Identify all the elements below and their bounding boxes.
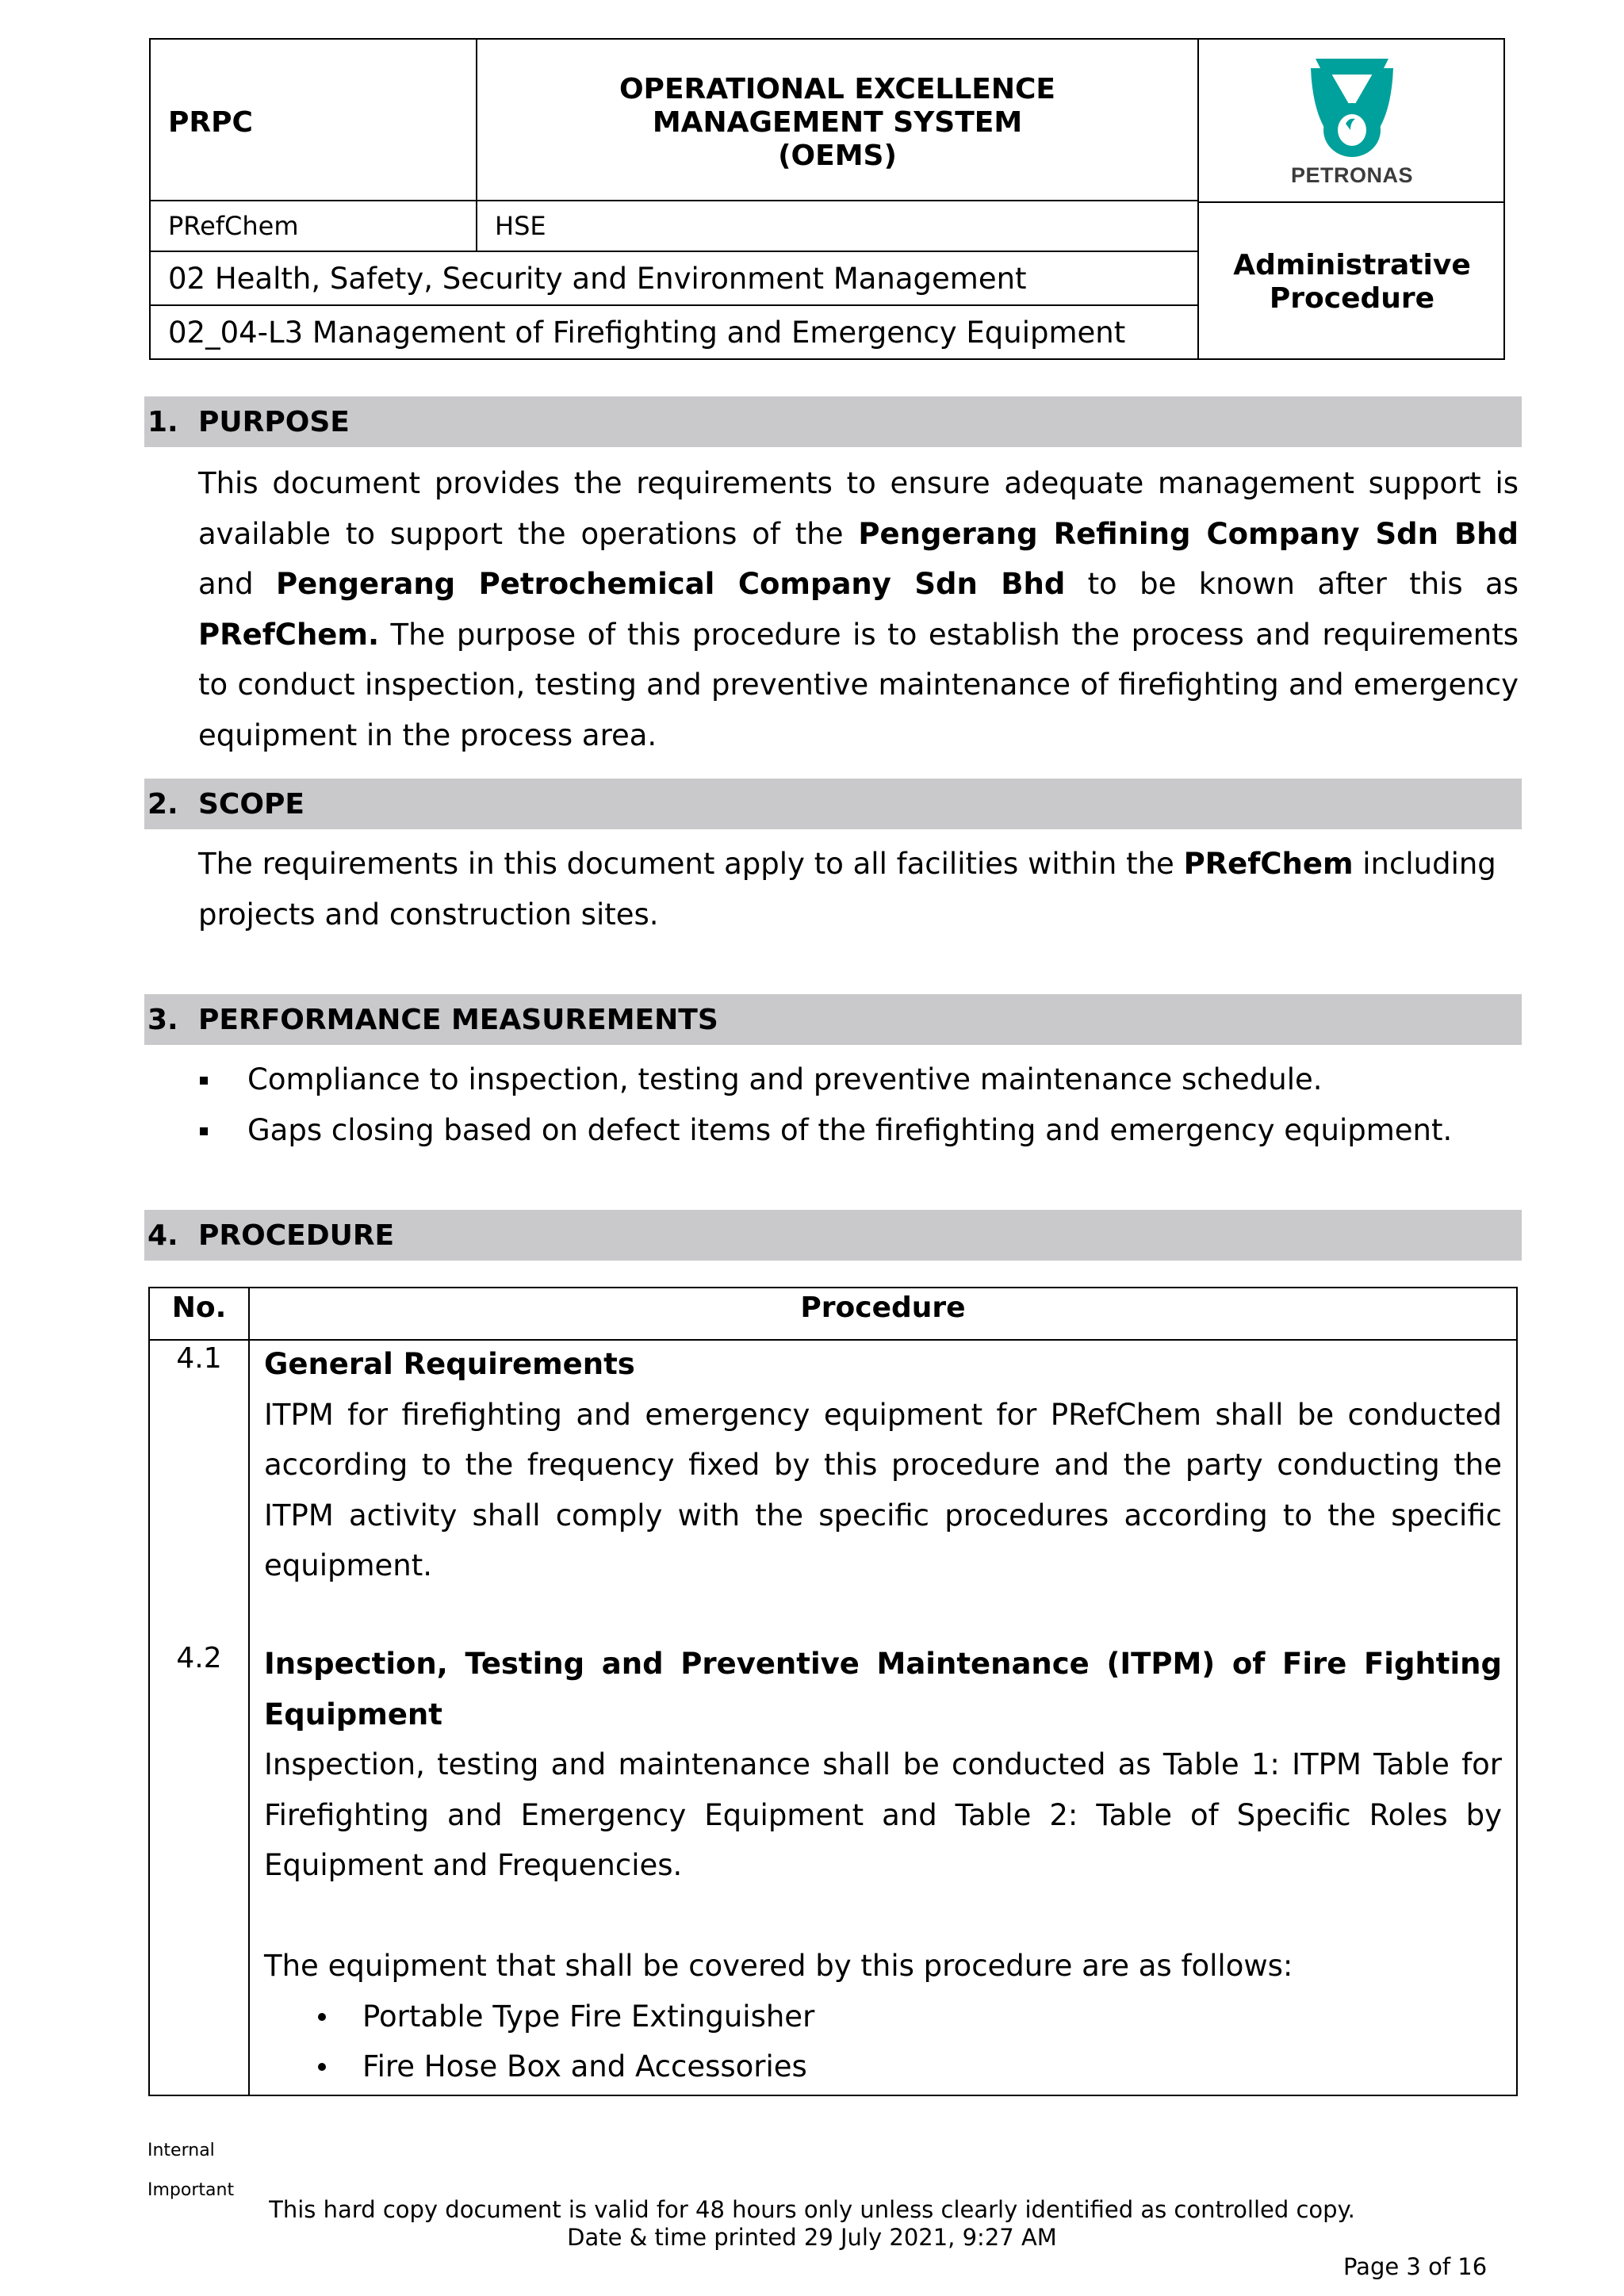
- row-intro: The equipment that shall be covered by this procedure are as follows:: [264, 1949, 1293, 1983]
- scope-text: The requirements in this document apply to all facilities within the: [198, 847, 1184, 881]
- equipment-list: [264, 1992, 1502, 2092]
- procedure-table: [148, 1287, 1518, 2096]
- classification-internal: Internal: [147, 2141, 215, 2160]
- row-number: 4.2: [176, 1642, 222, 1674]
- entity-name: PRefChem: [168, 211, 299, 241]
- purpose-text: The purpose of this procedure is to establish the process and requirements to conduct inspection, testing and preventive maintenance of firefighting and emergency equipment in the process area.: [198, 617, 1519, 752]
- list-item: [264, 2042, 1502, 2092]
- company-name-petrochemical: Pengerang Petrochemical Company Sdn Bhd: [275, 567, 1066, 601]
- document-type-cell: [1199, 201, 1505, 358]
- column-header-no: No.: [171, 1292, 227, 1324]
- document-type-line-2: Procedure: [1269, 282, 1435, 315]
- category-name: 02 Health, Safety, Security and Environment Management: [168, 262, 1027, 296]
- department-name: HSE: [495, 211, 546, 241]
- list-item-text: Portable Type Fire Extinguisher: [362, 1999, 815, 2034]
- section-number: 2.: [147, 788, 178, 821]
- logo-cell: [1199, 40, 1505, 201]
- scope-paragraph: [198, 839, 1499, 939]
- bullet-icon: [318, 2063, 326, 2071]
- row-body: ITPM for firefighting and emergency equipment for PRefChem shall be conducted according to the frequency fixed by this procedure and the party conducting the ITPM activity shall comply with the specific procedures according to the specific equipment.: [264, 1397, 1502, 1582]
- page-number: Page 3 of 16: [1343, 2253, 1488, 2280]
- section-title: PERFORMANCE MEASUREMENTS: [198, 1004, 718, 1036]
- column-divider: [248, 1288, 250, 2095]
- performance-list: [198, 1054, 1522, 1155]
- row-number: 4.1: [176, 1342, 222, 1375]
- document-type-line-1: Administrative: [1233, 249, 1471, 281]
- list-item: [198, 1054, 1522, 1105]
- org-name: PRPC: [168, 106, 253, 139]
- purpose-paragraph: [198, 458, 1519, 760]
- table-row-4-2: [264, 1639, 1502, 2092]
- row-title: General Requirements: [264, 1347, 635, 1381]
- section-heading-performance: [144, 994, 1522, 1045]
- document-title-cell: [151, 306, 1199, 358]
- square-bullet-icon: [200, 1127, 208, 1135]
- section-heading-purpose: [144, 396, 1522, 447]
- org-cell: [151, 40, 477, 201]
- row-title: Inspection, Testing and Preventive Maintenance (ITPM) of Fire Fighting Equipment: [264, 1647, 1502, 1732]
- column-header-procedure: Procedure: [800, 1292, 966, 1324]
- classification-important: Important: [147, 2180, 235, 2200]
- company-short-name: PRefChem: [1183, 847, 1354, 881]
- section-heading-procedure: [144, 1210, 1522, 1261]
- scope-text: including projects and construction sites.: [198, 847, 1496, 932]
- department-cell: [477, 201, 1199, 252]
- section-title: SCOPE: [198, 788, 304, 821]
- petronas-logo-icon: [1304, 54, 1400, 159]
- square-bullet-icon: [200, 1077, 208, 1085]
- section-title: PURPOSE: [198, 406, 350, 438]
- bullet-icon: [318, 2013, 326, 2021]
- system-title-line-1: OPERATIONAL EXCELLENCE: [619, 73, 1056, 105]
- list-item-text: Compliance to inspection, testing and preventive maintenance schedule.: [247, 1062, 1323, 1096]
- purpose-text: This document provides the requirements to ensure adequate management support is available to support the operations of the: [198, 466, 1519, 551]
- list-item: [198, 1105, 1522, 1156]
- validity-note: This hard copy document is valid for 48 hours only unless clearly identified as controlled copy.: [269, 2196, 1355, 2223]
- purpose-text: to be known after this as: [1065, 567, 1519, 601]
- company-name-refining: Pengerang Refining Company Sdn Bhd: [858, 516, 1519, 551]
- row-body: Inspection, testing and maintenance shall be conducted as Table 1: ITPM Table for Firefighting and Emergency Equipment and Table 2: Table of Specific Roles by Equipment and Frequencies.: [264, 1747, 1502, 1882]
- list-item-text: Fire Hose Box and Accessories: [362, 2049, 807, 2084]
- list-item-text: Gaps closing based on defect items of the firefighting and emergency equipment.: [247, 1112, 1453, 1147]
- list-item: [264, 1992, 1502, 2042]
- system-title-line-3: (OEMS): [778, 140, 897, 172]
- table-row-4-1: [264, 1339, 1502, 1591]
- system-title-line-2: MANAGEMENT SYSTEM: [652, 106, 1023, 139]
- section-heading-scope: [144, 779, 1522, 829]
- printed-timestamp: Date & time printed 29 July 2021, 9:27 AM: [567, 2224, 1057, 2251]
- spacer: [264, 1891, 1502, 1942]
- category-cell: [151, 252, 1199, 306]
- entity-cell: [151, 201, 477, 252]
- section-title: PROCEDURE: [198, 1219, 395, 1252]
- purpose-text: and: [198, 567, 276, 601]
- document-title: 02_04-L3 Management of Firefighting and Emergency Equipment: [168, 316, 1126, 350]
- section-number: 1.: [147, 406, 178, 438]
- section-number: 4.: [147, 1219, 178, 1252]
- company-short-name: PRefChem.: [198, 617, 379, 652]
- document-header-table: [149, 38, 1505, 360]
- section-number: 3.: [147, 1004, 178, 1036]
- system-title-cell: [477, 40, 1199, 201]
- logo-wordmark: PETRONAS: [1290, 163, 1414, 187]
